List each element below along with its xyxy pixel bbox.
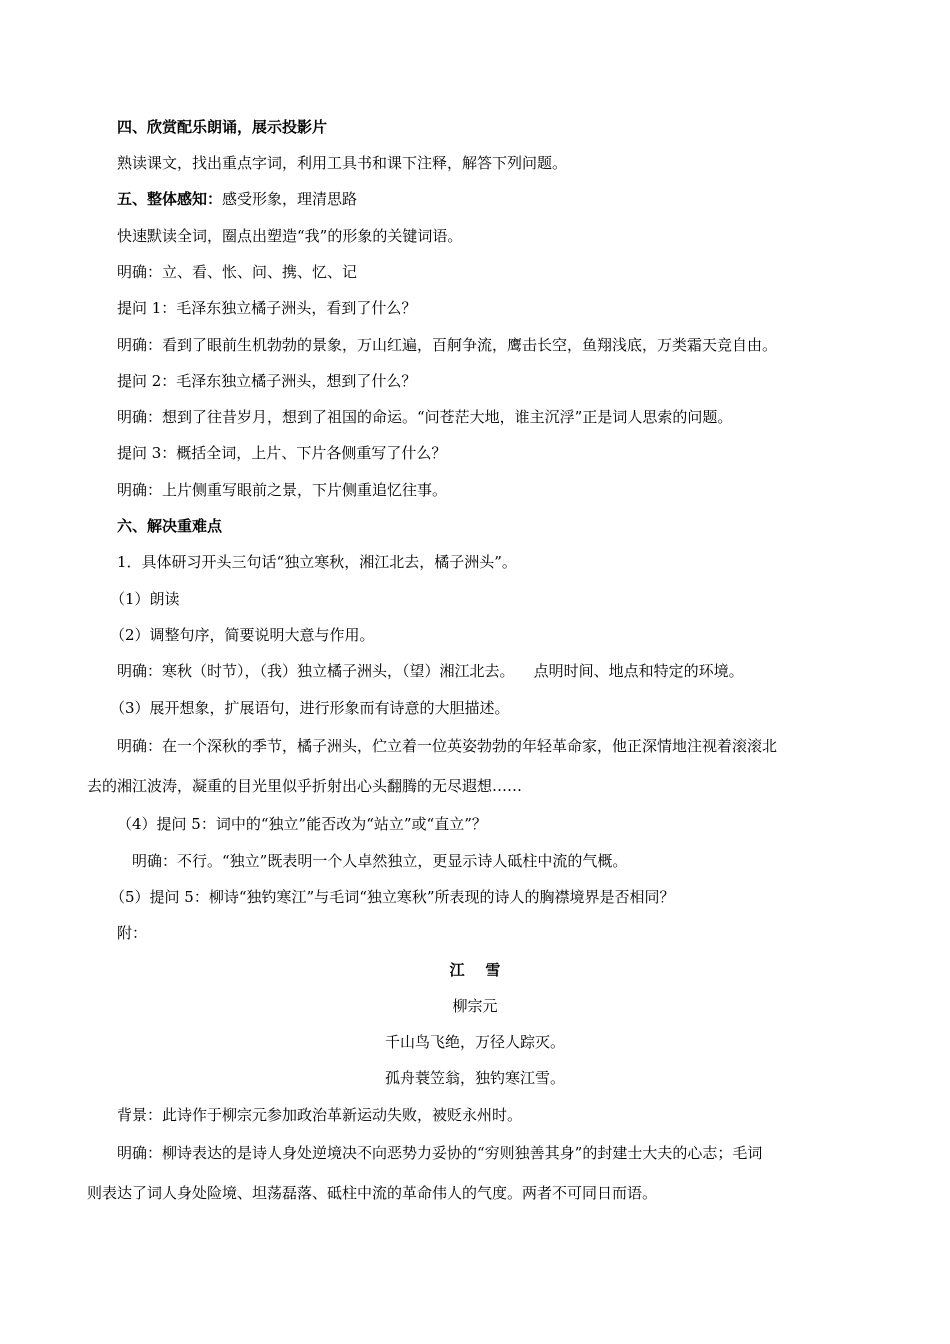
- paragraph: 1．具体研习开头三句话“独立寒秋，湘江北去，橘子洲头”。: [117, 553, 517, 571]
- poem-title: 江 雪: [449, 961, 501, 979]
- poem-line: 孤舟蓑笠翁，独钓寒江雪。: [384, 1069, 565, 1087]
- answer-line: 明确：想到了往昔岁月，想到了祖国的命运。“问苍茫大地，谁主沉浮”正是词人思索的问题。: [117, 408, 733, 426]
- list-item: （4）提问 5：词中的“独立”能否改为“站立”或“直立”？: [117, 815, 487, 833]
- list-item: （1）朗读: [110, 590, 180, 608]
- section-heading-5: 五、整体感知：: [117, 190, 223, 208]
- paragraph: 熟读课文，找出重点字词，利用工具书和课下注释，解答下列问题。: [117, 154, 568, 172]
- answer-line: 明确：寒秋（时节），（我）独立橘子洲头，（望）湘江北去。 点明时间、地点和特定的环境。: [117, 662, 744, 680]
- section-heading-5-text: 感受形象，理清思路: [222, 190, 358, 208]
- answer-line-continued: 去的湘江波涛，凝重的目光里似乎折射出心头翻腾的无尽遐想……: [87, 777, 523, 795]
- answer-line: 明确：看到了眼前生机勃勃的景象，万山红遍，百舸争流，鹰击长空，鱼翔浅底，万类霜天竞自由。: [117, 336, 778, 354]
- question-line: 提问 3：概括全词，上片、下片各侧重写了什么？: [117, 444, 447, 462]
- poem-author: 柳宗元: [452, 997, 498, 1015]
- answer-line-continued: 则表达了词人身处险境、坦荡磊落、砥柱中流的革命伟人的气度。两者不可同日而语。: [87, 1184, 658, 1202]
- list-item: （5）提问 5：柳诗“独钓寒江”与毛词“独立寒秋”所表现的诗人的胸襟境界是否相同？: [110, 888, 675, 906]
- section-heading-4: 四、欣赏配乐朗诵，展示投影片: [117, 118, 328, 136]
- section-heading-5-line: [117, 189, 357, 209]
- answer-line: 明确：不行。“独立”既表明一个人卓然独立，更显示诗人砥柱中流的气概。: [132, 852, 628, 870]
- list-item: （2）调整句序，简要说明大意与作用。: [110, 626, 375, 644]
- appendix-label: 附：: [117, 924, 148, 942]
- list-item: （3）展开想象，扩展语句，进行形象而有诗意的大胆描述。: [110, 699, 510, 717]
- answer-line: 明确：在一个深秋的季节，橘子洲头，伫立着一位英姿勃勃的年轻革命家，他正深情地注视着滚滚北: [117, 737, 778, 755]
- poem-line: 千山鸟飞绝，万径人踪灭。: [384, 1033, 565, 1051]
- section-heading-6: 六、解决重难点: [117, 517, 223, 535]
- answer-line: 明确：立、看、怅、问、携、忆、记: [117, 263, 358, 281]
- question-line: 提问 2：毛泽东独立橘子洲头，想到了什么？: [117, 372, 417, 390]
- background-note: 背景：此诗作于柳宗元参加政治革新运动失败，被贬永州时。: [117, 1106, 523, 1124]
- answer-line: 明确：上片侧重写眼前之景，下片侧重追忆往事。: [117, 481, 448, 499]
- paragraph: 快速默读全词，圈点出塑造“我”的形象的关键词语。: [117, 227, 463, 245]
- answer-line: 明确：柳诗表达的是诗人身处逆境决不向恶势力妥协的“穷则独善其身”的封建士大夫的心志；毛词: [117, 1144, 763, 1162]
- question-line: 提问 1：毛泽东独立橘子洲头，看到了什么？: [117, 299, 417, 317]
